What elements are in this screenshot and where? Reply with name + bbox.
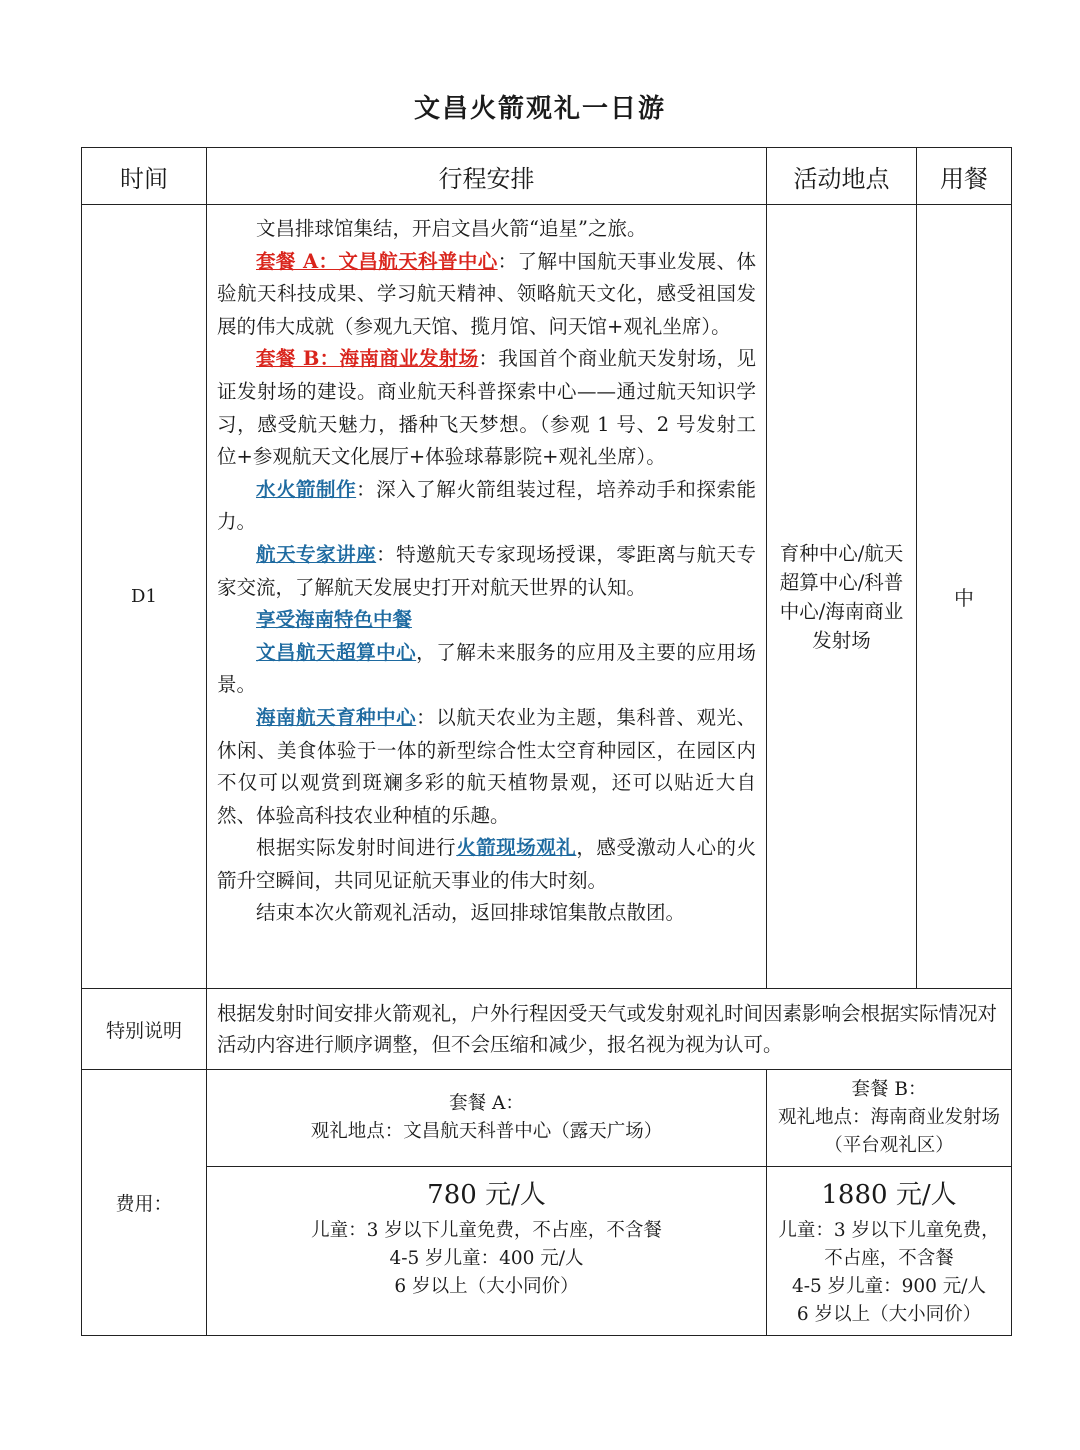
package-a-venue: 观礼地点：文昌航天科普中心（露天广场）	[310, 1121, 663, 1142]
package-a-age45: 4-5 岁儿童：400 元/人	[389, 1248, 584, 1269]
breeding-text: ：以航天农业为主题，集科普、观光、休闲、美食体验于一体的新型综合性太空育种园区，在园区内不仅可以观赏到斑斓多彩的航天植物景观，还可以贴近大自然、体验高科技农业种植的乐趣。	[217, 705, 756, 827]
lecture-paragraph	[217, 539, 756, 604]
special-label: 特别说明	[82, 989, 207, 1070]
day-row	[82, 205, 1012, 989]
header-meal: 用餐	[917, 148, 1012, 205]
supercomputing-title: 文昌航天超算中心	[256, 640, 417, 664]
package-b-age45: 4-5 岁儿童：900 元/人	[791, 1276, 987, 1297]
water-rocket-paragraph	[217, 474, 756, 539]
water-rocket-title: 水火箭制作	[256, 477, 357, 501]
launch-paragraph	[217, 832, 756, 897]
itinerary-table	[81, 147, 1012, 1336]
launch-text: ，感受激动人心的火箭升空瞬间，共同见证航天事业的伟大时刻。	[217, 836, 756, 892]
special-row	[82, 989, 1012, 1070]
package-b-header	[767, 1070, 1012, 1167]
package-a-price: 780 元/人	[427, 1180, 546, 1210]
header-time: 时间	[82, 148, 207, 205]
table-header-row	[82, 148, 1012, 205]
intro-paragraph: 文昌排球馆集结，开启文昌火箭“追星”之旅。	[256, 217, 647, 240]
page-title: 文昌火箭观礼一日游	[413, 94, 666, 124]
package-b-title: 套餐 B：海南商业发射场	[256, 347, 479, 371]
package-b-text: ：我国首个商业航天发射场，见证发射场的建设。商业航天科普探索中心——通过航天知识学习，感受航天魅力，播种飞天梦想。（参观 1 号、2 号发射工位+参观航天文化展厅+体验球幕影院+观礼坐席）。	[217, 347, 756, 469]
lecture-text: ：特邀航天专家现场授课，零距离与航天专家交流，了解航天发展史打开对航天世界的认知。	[217, 542, 756, 599]
fee-label: 费用：	[82, 1070, 207, 1336]
lunch-title: 享受海南特色中餐	[256, 608, 413, 632]
special-text: 根据发射时间安排火箭观礼，户外行程因受天气或发射观礼时间因素影响会根据实际情况对活动内容进行顺序调整，但不会压缩和减少，报名视为视为认可。	[207, 989, 1012, 1070]
fee-price-row	[82, 1167, 1012, 1336]
package-b-price: 1880 元/人	[821, 1180, 957, 1210]
water-rocket-text: ：深入了解火箭组装过程，培养动手和探索能力。	[217, 477, 756, 534]
package-b-name: 套餐 B：	[851, 1079, 927, 1100]
lecture-title: 航天专家讲座	[256, 542, 377, 566]
package-a-paragraph	[217, 246, 756, 344]
launch-pre: 根据实际发射时间进行	[256, 836, 457, 860]
package-b-age6: 6 岁以上（大小同价）	[796, 1304, 982, 1325]
supercomputing-paragraph	[217, 637, 756, 702]
package-a-header	[207, 1070, 767, 1167]
lunch-paragraph	[217, 604, 756, 637]
launch-title: 火箭现场观礼	[456, 836, 577, 860]
package-a-title: 套餐 A：文昌航天科普中心	[256, 249, 498, 273]
end-paragraph: 结束本次火箭观礼活动，返回排球馆集散点散团。	[256, 901, 686, 925]
package-a-text: ：了解中国航天事业发展、体验航天科技成果、学习航天精神、领略航天文化，感受祖国发展的伟大成就（参观九天馆、揽月馆、问天馆+观礼坐席）。	[217, 249, 756, 338]
meal-value: 中	[917, 205, 1012, 989]
supercomputing-text: ，了解未来服务的应用及主要的应用场景。	[217, 640, 756, 697]
package-a-name: 套餐 A：	[449, 1093, 524, 1114]
header-location: 活动地点	[767, 148, 917, 205]
day-label: D1	[82, 205, 207, 989]
package-b-child: 儿童：3 岁以下儿童免费，不占座，不含餐	[778, 1220, 1000, 1269]
fee-header-row	[82, 1070, 1012, 1167]
package-a-child: 儿童：3 岁以下儿童免费，不占座，不含餐	[311, 1220, 662, 1241]
package-b-price-cell	[767, 1167, 1012, 1336]
activity-location: 育种中心/航天超算中心/科普中心/海南商业发射场	[767, 205, 917, 989]
itinerary-cell	[207, 205, 767, 989]
breeding-paragraph	[217, 702, 756, 832]
package-b-venue: 观礼地点：海南商业发射场（平台观礼区）	[777, 1107, 1000, 1156]
package-b-paragraph	[217, 343, 756, 473]
package-a-age6: 6 岁以上（大小同价）	[394, 1276, 579, 1297]
breeding-title: 海南航天育种中心	[256, 705, 417, 729]
header-itinerary: 行程安排	[207, 148, 767, 205]
package-a-price-cell	[207, 1167, 767, 1336]
